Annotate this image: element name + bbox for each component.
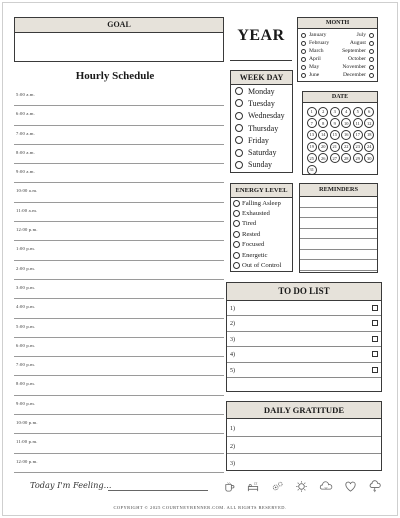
todo-checkbox[interactable] xyxy=(372,351,378,357)
date-circle[interactable]: 5 xyxy=(353,107,363,117)
date-circle[interactable]: 29 xyxy=(353,153,363,163)
month-label: January xyxy=(309,32,327,38)
energy-level-option[interactable] xyxy=(231,208,292,218)
weekday-option[interactable] xyxy=(231,146,292,158)
energy-level-option[interactable] xyxy=(231,219,292,229)
month-label: June xyxy=(309,72,320,79)
hourly-schedule-title: Hourly Schedule xyxy=(75,70,155,82)
date-cell xyxy=(306,164,318,176)
month-radio-circle[interactable] xyxy=(301,49,306,54)
date-circle[interactable]: 8 xyxy=(318,118,328,128)
hour-label: 12:00 p.m. xyxy=(16,227,38,233)
month-option[interactable] xyxy=(342,55,374,63)
reminder-line[interactable] xyxy=(300,260,377,271)
weekday-radio-circle[interactable] xyxy=(235,112,243,120)
month-label: December xyxy=(343,72,366,79)
month-label: September xyxy=(342,48,366,55)
todo-item[interactable] xyxy=(227,316,381,331)
gears-icon[interactable] xyxy=(271,479,285,493)
month-radio-circle[interactable] xyxy=(301,73,306,78)
weekday-box xyxy=(230,70,293,173)
hour-label: 6:00 a.m. xyxy=(16,111,36,117)
date-circle[interactable]: 25 xyxy=(307,153,317,163)
date-cell xyxy=(364,141,376,153)
hour-label: 10:00 a.m. xyxy=(16,188,38,194)
month-radio-circle[interactable] xyxy=(369,41,374,46)
energy-radio-circle[interactable] xyxy=(233,252,240,259)
date-header: DATE xyxy=(303,92,377,103)
hour-label: 12:00 p.m. xyxy=(16,458,38,464)
mood-icons-row xyxy=(222,478,382,494)
weekday-label: Tuesday xyxy=(248,98,275,108)
hour-label: 11:00 a.m. xyxy=(16,207,38,213)
energy-level-label: Exhausted xyxy=(242,210,270,218)
energy-level-header: ENERGY LEVEL xyxy=(231,184,292,198)
date-cell xyxy=(341,152,353,164)
date-grid xyxy=(306,106,375,176)
gratitude-item[interactable] xyxy=(227,419,381,437)
weekday-label: Friday xyxy=(248,135,269,145)
date-circle[interactable]: 27 xyxy=(330,153,340,163)
month-option[interactable] xyxy=(342,39,374,47)
date-circle[interactable]: 9 xyxy=(330,118,340,128)
weekday-option[interactable] xyxy=(231,134,292,146)
weekday-radio-circle[interactable] xyxy=(235,161,243,169)
month-header: MONTH xyxy=(298,18,377,29)
month-option[interactable] xyxy=(301,55,329,63)
energy-level-box xyxy=(230,183,293,272)
weekday-radio-circle[interactable] xyxy=(235,124,243,132)
hourly-schedule-list xyxy=(14,87,224,473)
date-circle[interactable]: 20 xyxy=(318,142,328,152)
hour-label: 5:00 p.m. xyxy=(16,323,36,329)
month-box xyxy=(297,17,378,82)
reminder-line[interactable] xyxy=(300,250,377,261)
energy-level-option[interactable] xyxy=(231,260,292,270)
todo-checkbox[interactable] xyxy=(372,305,378,311)
energy-radio-circle[interactable] xyxy=(233,200,240,207)
date-circle[interactable]: 26 xyxy=(318,153,328,163)
date-cell xyxy=(306,141,318,153)
energy-level-option[interactable] xyxy=(231,250,292,260)
hour-slot[interactable] xyxy=(14,241,224,260)
hour-label: 9:00 a.m. xyxy=(16,169,36,175)
energy-radio-circle[interactable] xyxy=(233,262,240,269)
year-entry-line[interactable] xyxy=(230,60,292,61)
date-circle[interactable]: 7 xyxy=(307,118,317,128)
date-cell xyxy=(318,152,330,164)
weekday-option[interactable] xyxy=(231,159,292,171)
month-radio-circle[interactable] xyxy=(301,41,306,46)
todo-checkbox[interactable] xyxy=(372,320,378,326)
weekday-radio-circle[interactable] xyxy=(235,87,243,95)
hour-slot[interactable] xyxy=(14,357,224,376)
date-cell xyxy=(329,118,341,130)
date-circle[interactable]: 23 xyxy=(353,142,363,152)
month-option[interactable] xyxy=(342,63,374,71)
svg-text:zz: zz xyxy=(254,481,258,486)
date-cell xyxy=(341,129,353,141)
month-label: July xyxy=(356,32,366,38)
month-radio-circle[interactable] xyxy=(369,33,374,38)
date-circle[interactable]: 3 xyxy=(330,107,340,117)
date-box xyxy=(302,91,378,175)
hour-slot[interactable] xyxy=(14,319,224,338)
date-circle[interactable]: 22 xyxy=(341,142,351,152)
date-cell xyxy=(318,118,330,130)
goal-header: GOAL xyxy=(15,18,223,33)
date-circle[interactable]: 24 xyxy=(364,142,374,152)
month-radio-circle[interactable] xyxy=(301,57,306,62)
todo-item[interactable] xyxy=(227,301,381,316)
month-option[interactable] xyxy=(301,31,329,39)
date-cell xyxy=(306,118,318,130)
todo-list-header: TO DO LIST xyxy=(227,283,381,301)
heart-icon[interactable] xyxy=(344,479,358,493)
date-cell xyxy=(318,141,330,153)
hour-slot[interactable] xyxy=(14,299,224,318)
month-label: November xyxy=(342,64,366,71)
energy-level-label: Falling Asleep xyxy=(242,199,281,207)
gratitude-item[interactable] xyxy=(227,454,381,472)
date-cell xyxy=(306,106,318,118)
weekday-option[interactable] xyxy=(231,122,292,134)
reminders-box xyxy=(299,183,378,273)
date-circle[interactable]: 19 xyxy=(307,142,317,152)
date-circle[interactable]: 28 xyxy=(341,153,351,163)
weekday-header: WEEK DAY xyxy=(231,71,292,85)
reminder-line[interactable] xyxy=(300,208,377,219)
date-cell xyxy=(352,152,364,164)
hour-label: 1:00 p.m. xyxy=(16,246,36,252)
reminders-header: REMINDERS xyxy=(300,184,377,197)
feeling-entry-line[interactable] xyxy=(108,490,208,491)
month-radio-circle[interactable] xyxy=(369,49,374,54)
month-radio-circle[interactable] xyxy=(369,73,374,78)
month-option[interactable] xyxy=(301,63,329,71)
energy-radio-circle[interactable] xyxy=(233,210,240,217)
hour-slot[interactable] xyxy=(14,183,224,202)
weekday-label: Saturday xyxy=(248,148,277,158)
todo-number: 5) xyxy=(230,367,235,374)
hour-label: 8:00 a.m. xyxy=(16,149,36,155)
todo-number: 1) xyxy=(230,306,235,312)
energy-level-option[interactable] xyxy=(231,240,292,250)
date-cell xyxy=(341,118,353,130)
reminder-line[interactable] xyxy=(300,218,377,229)
date-cell xyxy=(306,152,318,164)
hour-slot[interactable] xyxy=(14,126,224,145)
hour-label: 3:00 p.m. xyxy=(16,284,36,290)
energy-level-option[interactable] xyxy=(231,229,292,239)
month-radio-circle[interactable] xyxy=(301,33,306,38)
energy-level-label: Tired xyxy=(242,220,257,228)
month-label: February xyxy=(309,40,330,47)
date-circle[interactable]: 30 xyxy=(364,153,374,163)
month-radio-circle[interactable] xyxy=(369,65,374,70)
month-column-right xyxy=(342,31,374,80)
date-cell xyxy=(329,106,341,118)
date-cell xyxy=(352,141,364,153)
date-circle[interactable]: 15 xyxy=(330,130,340,140)
date-circle[interactable]: 10 xyxy=(341,118,351,128)
hour-label: 2:00 p.m. xyxy=(16,265,36,271)
month-column-left xyxy=(301,31,329,80)
weekday-label: Wednesday xyxy=(248,111,285,121)
gratitude-number: 3) xyxy=(230,461,235,467)
copyright-footer: COPYRIGHT © 2025 COURTNEYBENNER.COM. ALL RIGHTS RESERVED. xyxy=(113,505,287,510)
date-circle[interactable]: 16 xyxy=(341,130,351,140)
date-circle[interactable]: 11 xyxy=(353,118,363,128)
hour-slot[interactable] xyxy=(14,280,224,299)
weekday-radio-circle[interactable] xyxy=(235,99,243,107)
date-circle[interactable]: 4 xyxy=(341,107,351,117)
energy-level-label: Energetic xyxy=(242,251,268,259)
date-cell xyxy=(341,141,353,153)
month-option[interactable] xyxy=(301,71,329,79)
storm-cloud-icon[interactable] xyxy=(368,479,382,493)
energy-radio-circle[interactable] xyxy=(233,220,240,227)
gratitude-number: 1) xyxy=(230,426,235,432)
date-cell xyxy=(329,141,341,153)
hour-slot[interactable] xyxy=(14,434,224,453)
energy-radio-circle[interactable] xyxy=(233,231,240,238)
date-cell xyxy=(352,118,364,130)
daily-gratitude-box xyxy=(226,401,382,471)
month-label: October xyxy=(347,56,366,63)
goal-box[interactable] xyxy=(14,17,224,62)
date-circle[interactable]: 31 xyxy=(307,165,317,175)
weekday-option[interactable] xyxy=(231,97,292,109)
hour-slot[interactable] xyxy=(14,87,224,106)
weekday-label: Monday xyxy=(248,86,275,96)
energy-radio-circle[interactable] xyxy=(233,241,240,248)
month-option[interactable] xyxy=(301,47,329,55)
hour-slot[interactable] xyxy=(14,261,224,280)
hour-slot[interactable] xyxy=(14,222,224,241)
date-circle[interactable]: 1 xyxy=(307,107,317,117)
hour-slot[interactable] xyxy=(14,164,224,183)
hour-slot[interactable] xyxy=(14,454,224,473)
year-label: YEAR xyxy=(237,27,285,44)
todo-number: 3) xyxy=(230,336,235,343)
date-circle[interactable]: 13 xyxy=(307,130,317,140)
hour-slot[interactable] xyxy=(14,203,224,222)
todo-checkbox[interactable] xyxy=(372,336,378,342)
hour-label: 4:00 p.m. xyxy=(16,304,36,310)
hour-label: 5:00 a.m. xyxy=(16,92,36,97)
weekday-radio-circle[interactable] xyxy=(235,149,243,157)
reminder-line[interactable] xyxy=(300,197,377,208)
todo-checkbox[interactable] xyxy=(372,367,378,373)
hour-slot[interactable] xyxy=(14,106,224,125)
energy-level-label: Rested xyxy=(242,230,261,238)
daily-gratitude-header: DAILY GRATITUDE xyxy=(227,402,381,419)
month-label: March xyxy=(309,48,324,55)
date-cell xyxy=(318,129,330,141)
weekday-option[interactable] xyxy=(231,85,292,97)
date-cell xyxy=(329,129,341,141)
feeling-label: Today I'm Feeling... xyxy=(30,480,112,490)
hour-label: 10:00 p.m. xyxy=(16,420,38,426)
date-cell xyxy=(306,129,318,141)
month-option[interactable] xyxy=(342,71,374,79)
weekday-label: Thursday xyxy=(248,123,279,133)
weekday-option[interactable] xyxy=(231,110,292,122)
hour-slot[interactable] xyxy=(14,396,224,415)
hour-label: 7:00 a.m. xyxy=(16,130,36,136)
sun-icon[interactable] xyxy=(295,479,309,493)
month-option[interactable] xyxy=(342,31,374,39)
reminder-line[interactable] xyxy=(300,239,377,250)
date-circle[interactable]: 18 xyxy=(364,130,374,140)
hour-label: 8:00 p.m. xyxy=(16,381,36,387)
date-circle[interactable]: 2 xyxy=(318,107,328,117)
hour-slot[interactable] xyxy=(14,145,224,164)
hour-label: 7:00 p.m. xyxy=(16,362,36,368)
month-label: April xyxy=(309,56,321,63)
hour-label: 6:00 p.m. xyxy=(16,342,36,348)
energy-level-label: Focused xyxy=(242,241,265,249)
energy-level-option[interactable] xyxy=(231,198,292,208)
weekday-label: Sunday xyxy=(248,160,272,170)
month-radio-circle[interactable] xyxy=(369,57,374,62)
happy-cloud-icon[interactable] xyxy=(319,479,333,493)
month-label: August xyxy=(349,40,366,47)
hour-label: 11:00 p.m. xyxy=(16,439,38,445)
gratitude-number: 2) xyxy=(230,443,235,450)
todo-item[interactable] xyxy=(227,347,381,362)
todo-number: 4) xyxy=(230,352,235,359)
date-cell xyxy=(352,106,364,118)
month-option[interactable] xyxy=(342,47,374,55)
hour-slot[interactable] xyxy=(14,415,224,434)
todo-item[interactable] xyxy=(227,332,381,347)
todo-list-box xyxy=(226,282,382,392)
reminder-line[interactable] xyxy=(300,229,377,240)
exhausted-bed-icon[interactable] xyxy=(246,479,260,493)
date-circle[interactable]: 6 xyxy=(364,107,374,117)
date-cell xyxy=(341,106,353,118)
gratitude-item[interactable] xyxy=(227,437,381,455)
weekday-radio-circle[interactable] xyxy=(235,136,243,144)
coffee-cup-icon[interactable] xyxy=(222,479,236,493)
todo-number: 2) xyxy=(230,321,235,328)
date-cell xyxy=(329,152,341,164)
energy-level-label: Out of Control xyxy=(242,262,282,270)
date-cell xyxy=(352,129,364,141)
hour-slot[interactable] xyxy=(14,338,224,357)
month-option[interactable] xyxy=(301,39,329,47)
date-circle[interactable]: 14 xyxy=(318,130,328,140)
date-circle[interactable]: 12 xyxy=(364,118,374,128)
date-cell xyxy=(364,118,376,130)
date-cell xyxy=(364,152,376,164)
date-cell xyxy=(364,129,376,141)
todo-item[interactable] xyxy=(227,363,381,378)
hour-slot[interactable] xyxy=(14,376,224,395)
hour-label: 9:00 p.m. xyxy=(16,400,36,406)
month-label: May xyxy=(309,64,320,71)
date-cell xyxy=(318,106,330,118)
date-circle[interactable]: 21 xyxy=(330,142,340,152)
date-circle[interactable]: 17 xyxy=(353,130,363,140)
date-cell xyxy=(364,106,376,118)
month-radio-circle[interactable] xyxy=(301,65,306,70)
